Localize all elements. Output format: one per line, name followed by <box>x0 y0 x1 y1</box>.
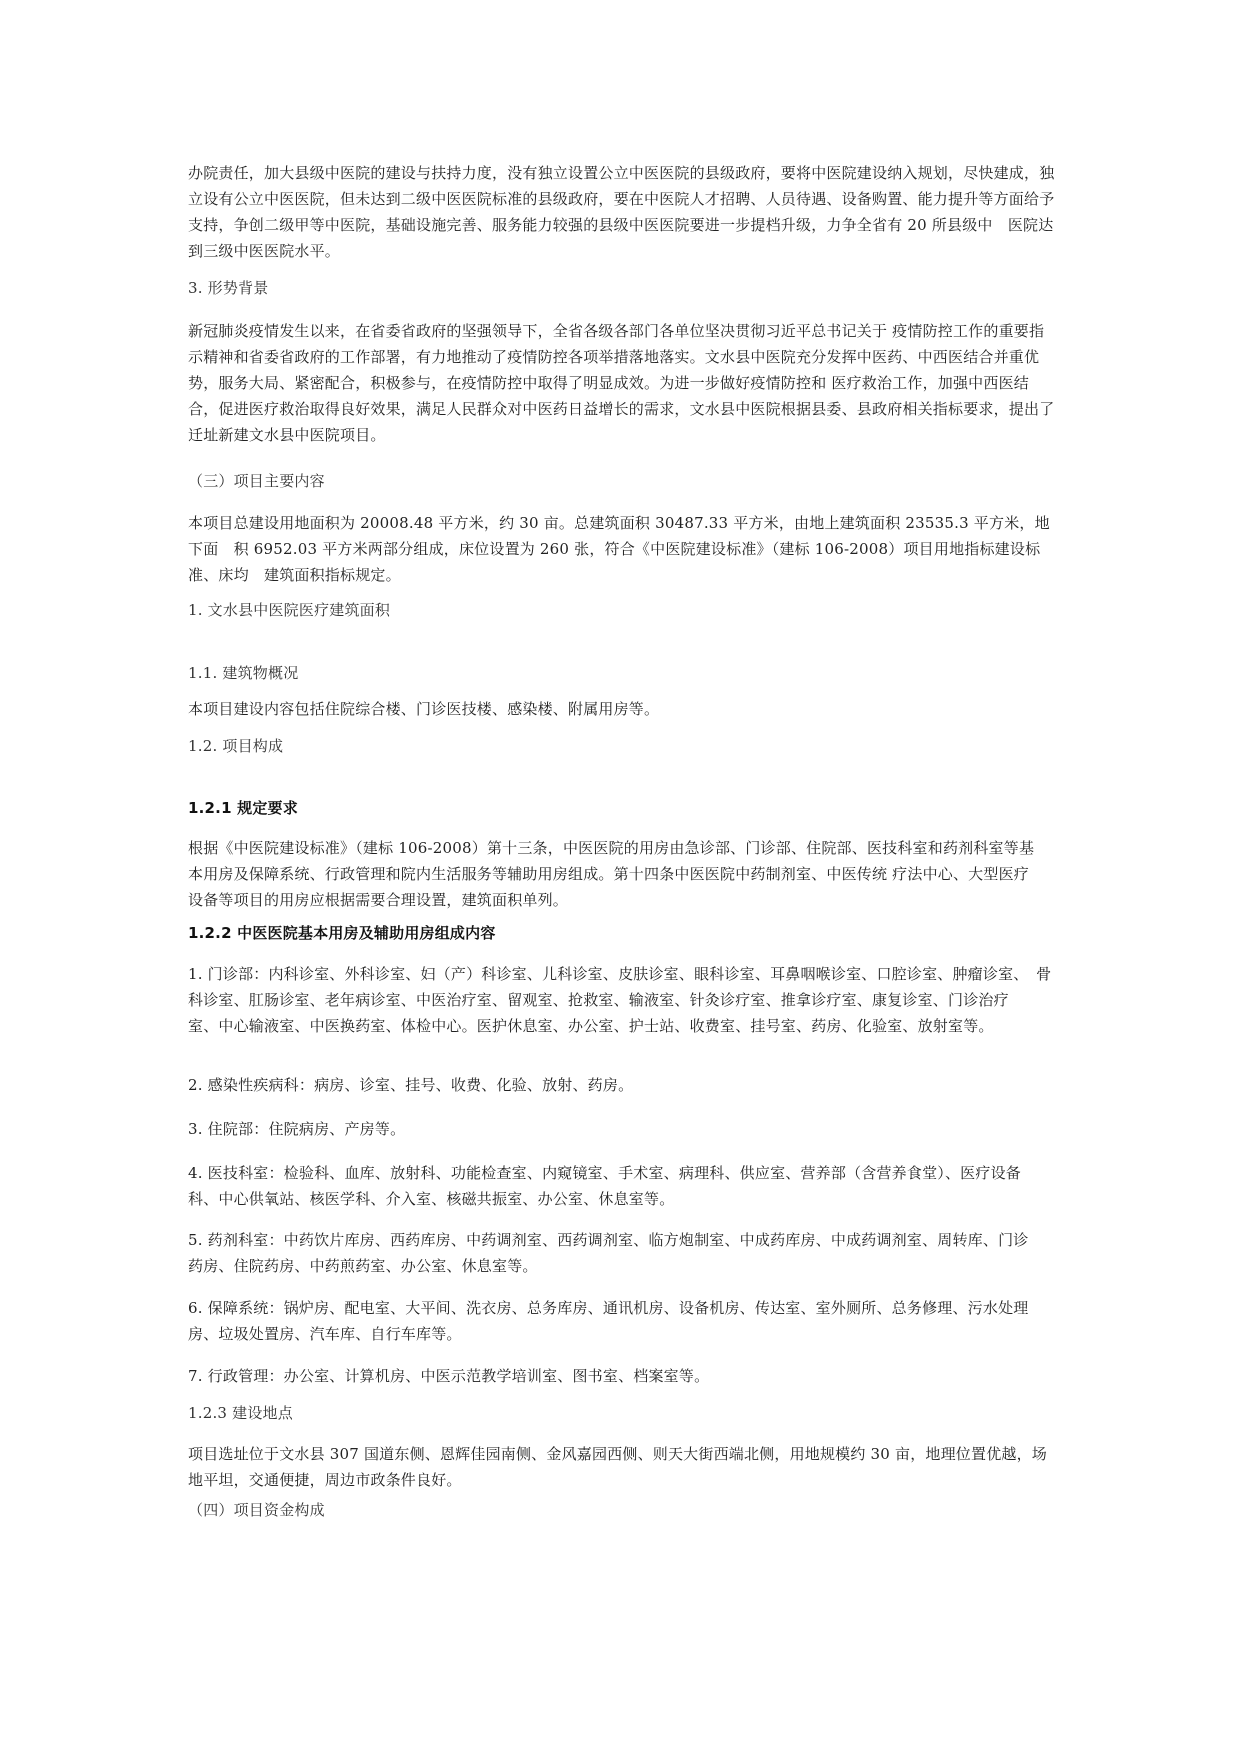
heading-room-composition: 1.2.2 中医医院基本用房及辅助用房组成内容 <box>188 924 496 942</box>
heading-project-composition: 1.2. 项目构成 <box>188 737 284 755</box>
list-item-pharmacy: 5. 药剂科室：中药饮片库房、西药库房、中药调剂室、西药调剂室、临方炮制室、中成药库房、中成药调剂室、周转库、门诊 药房、住院药房、中药煎药室、办公室、休息室等。 <box>188 1231 1044 1275</box>
list-item-support: 6. 保障系统：锅炉房、配电室、大平间、洗衣房、总务库房、通讯机房、设备机房、传达室、室外厕所、总务修理、污水处理 房、垃圾处置房、汽车库、自行车库等。 <box>188 1299 1044 1343</box>
list-item-medical-tech: 4. 医技科室：检验科、血库、放射科、功能检查室、内窥镜室、手术室、病理科、供应室、营养部（含营养食堂）、医疗设备 科、中心供氧站、核医学科、介入室、核磁共振室、办公室、休息室等。 <box>188 1164 1037 1208</box>
paragraph-building-overview: 本项目建设内容包括住院综合楼、门诊医技楼、感染楼、附属用房等。 <box>188 700 660 718</box>
paragraph-main-content: 本项目总建设用地面积为 20008.48 平方米，约 30 亩。总建筑面积 30487.33 平方米，由地上建筑面积 23535.3 平方米，地下面 积 6952.03 平方米两部分组成，床位设置为 260 张，符合《中医院建设标准》（建标 106-2008）项目用地指标建设标准、床均 建筑面积指标规定。 <box>188 514 1050 584</box>
heading-building-overview: 1.1. 建筑物概况 <box>188 664 299 682</box>
list-item-infectious: 2. 感染性疾病科：病房、诊室、挂号、收费、化验、放射、药房。 <box>188 1076 634 1094</box>
heading-construction-site: 1.2.3 建设地点 <box>188 1404 293 1422</box>
list-item-administration: 7. 行政管理：办公室、计算机房、中医示范教学培训室、图书室、档案室等。 <box>188 1367 710 1385</box>
list-item-inpatient: 3. 住院部：住院病房、产房等。 <box>188 1120 406 1138</box>
heading-situation-background: 3. 形势背景 <box>188 279 269 297</box>
paragraph-background: 新冠肺炎疫情发生以来，在省委省政府的坚强领导下，全省各级各部门各单位坚决贯彻习近平总书记关于 疫情防控工作的重要指示精神和省委省政府的工作部署，有力地推动了疫情防控各项举措落地落实。文水县中医院充分发挥中医药、中西医结合并重优势，服务大局、紧密配合，积极参与，在疫情防控中取得了明显成效。为进一步做好疫情防控和 医疗救治工作，加强中西医结合，促进医疗救治取得良好效果，满足人民群众对中医药日益增长的需求，文水县中医院根据县委、县政府相关指标要求，提出了迁址新建文水县中医院项目。 <box>188 322 1055 444</box>
heading-regulations: 1.2.1 规定要求 <box>188 799 298 817</box>
paragraph-construction-site: 项目选址位于文水县 307 国道东侧、恩辉佳园南侧、金风嘉园西侧、则天大街西端北侧，用地规模约 30 亩，地理位置优越，场 地平坦，交通便捷，周边市政条件良好。 <box>188 1445 1063 1489</box>
heading-building-area: 1. 文水县中医院医疗建筑面积 <box>188 601 391 619</box>
heading-main-content: （三）项目主要内容 <box>188 472 325 490</box>
list-item-outpatient: 1. 门诊部：内科诊室、外科诊室、妇（产）科诊室、儿科诊室、皮肤诊室、眼科诊室、耳鼻咽喉诊室、口腔诊室、肿瘤诊室、 骨科诊室、肛肠诊室、老年病诊室、中医治疗室、留观室、抢救室、输液室、针灸诊疗室、推拿诊疗室、康复诊室、门诊治疗 室、中心输液室、中医换药室、体检中心。医护休息室、办公室、护士站、收费室、挂号室、药房、化验室、放射室等。 <box>188 965 1052 1035</box>
paragraph-regulations: 根据《中医院建设标准》（建标 106-2008）第十三条，中医医院的用房由急诊部、门诊部、住院部、医技科室和药剂科室等基 本用房及保障系统、行政管理和院内生活服务等辅助用房组成。第十四条中医医院中药制剂室、中医传统 疗法中心、大型医疗 设备等项目的用房应根据需要合理设置，建筑面积单列。 <box>188 839 1050 909</box>
heading-funding: （四）项目资金构成 <box>188 1501 325 1519</box>
paragraph-intro: 办院责任，加大县级中医院的建设与扶持力度，没有独立设置公立中医医院的县级政府，要将中医院建设纳入规划，尽快建成，独立设有公立中医医院，但未达到二级中医医院标准的县级政府，要在中医院人才招聘、人员待遇、设备购置、能力提升等方面给予支持，争创二级甲等中医院，基础设施完善、服务能力较强的县级中医医院要进一步提档升级，力争全省有 20 所县级中 医院达到三级中医医院水平。 <box>188 164 1055 260</box>
